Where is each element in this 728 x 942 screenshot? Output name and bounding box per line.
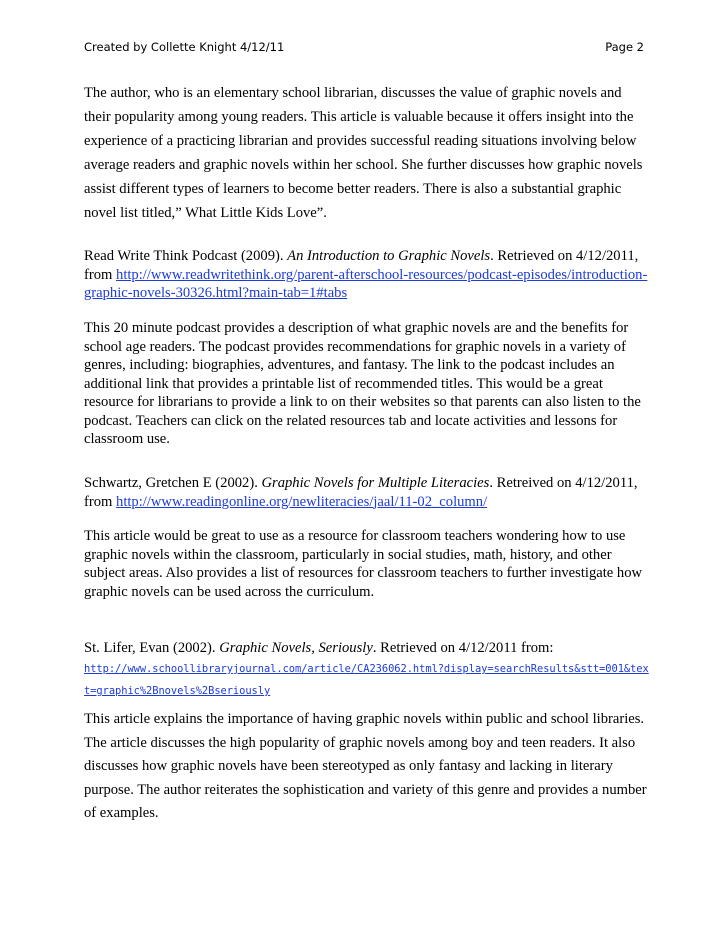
page-number: Page 2 [605, 40, 644, 54]
citation-3-title: Graphic Novels, Seriously [219, 640, 373, 656]
citation-1 [84, 247, 650, 303]
citation-3-link[interactable]: http://www.schoollibraryjournal.com/article/CA236062.html?display=searchResults&stt=001&text=graphic%2Bnovels%2Bseriously [84, 663, 649, 697]
citation-1-retrieved: . Retrieved on 4/12/2011, from [84, 248, 639, 283]
summary-2-text: This article would be great to use as a resource for classroom teachers wondering how to use graphic novels within the classroom, particularly in social studies, math, history, and other subject areas. Also provides a list of resources for classroom teachers to further investigate how graphic novels can be used across the curriculum. [84, 528, 643, 600]
citation-1-author: Read Write Think Podcast (2009). [84, 248, 288, 264]
citation-2 [84, 474, 650, 511]
citation-2-retrieved: . Retreived on 4/12/2011, from [84, 475, 638, 510]
summary-3 [84, 708, 650, 826]
citation-3-retrieved: . Retrieved on 4/12/2011 from: [372, 640, 554, 656]
citation-1-title: An Introduction to Graphic Novels [287, 248, 491, 264]
summary-3-text: This article explains the importance of having graphic novels within public and school libraries. The article discusses the high popularity of graphic novels among boy and teen readers. It also discusses how graphic novels have been stereotyped as only fantasy and lacking in literary purpose. The author reiterates the sophistication and variety of this genre and provides a number of examples. [84, 711, 647, 821]
citation-3 [84, 638, 650, 702]
intro-annotation [84, 81, 650, 225]
summary-1-text: This 20 minute podcast provides a description of what graphic novels are and the benefits for school age readers. The podcast provides recommendations for graphic novels in a variety of genres, including: biographies, adventures, and fantasy. The link to the podcast includes an additional link that provides a printable list of recommended titles. This would be a great resource for librarians to provide a link to on their websites so that parents can also listen to the podcast. Teachers can click on the related resources tab and locate activities and lessons for classroom use. [84, 320, 641, 447]
citation-2-title: Graphic Novels for Multiple Literacies [261, 475, 490, 491]
citation-3-author: St. Lifer, Evan (2002). [84, 640, 220, 656]
citation-2-author: Schwartz, Gretchen E (2002). [84, 475, 262, 491]
citation-2-link[interactable]: http://www.readingonline.org/newliteracies/jaal/11-02_column/ [116, 493, 488, 510]
intro-text: The author, who is an elementary school librarian, discusses the value of graphic novels and their popularity among young readers. This article is valuable because it offers insight into the experience of a practicing librarian and provides successful reading situations involving below average readers and graphic novels within her school. She further discusses how graphic novels assist different types of learners to become better readers. There is also a substantial graphic novel list titled,” What Little Kids Love”. [84, 85, 643, 221]
citation-1-link[interactable]: http://www.readwritethink.org/parent-afterschool-resources/podcast-episodes/introduction-graphic-novels-30326.html?main-tab=1#tabs [84, 266, 648, 301]
page-header [84, 40, 644, 54]
summary-1 [84, 319, 650, 449]
header-author-date: Created by Collette Knight 4/12/11 [84, 40, 285, 54]
summary-2 [84, 527, 650, 601]
